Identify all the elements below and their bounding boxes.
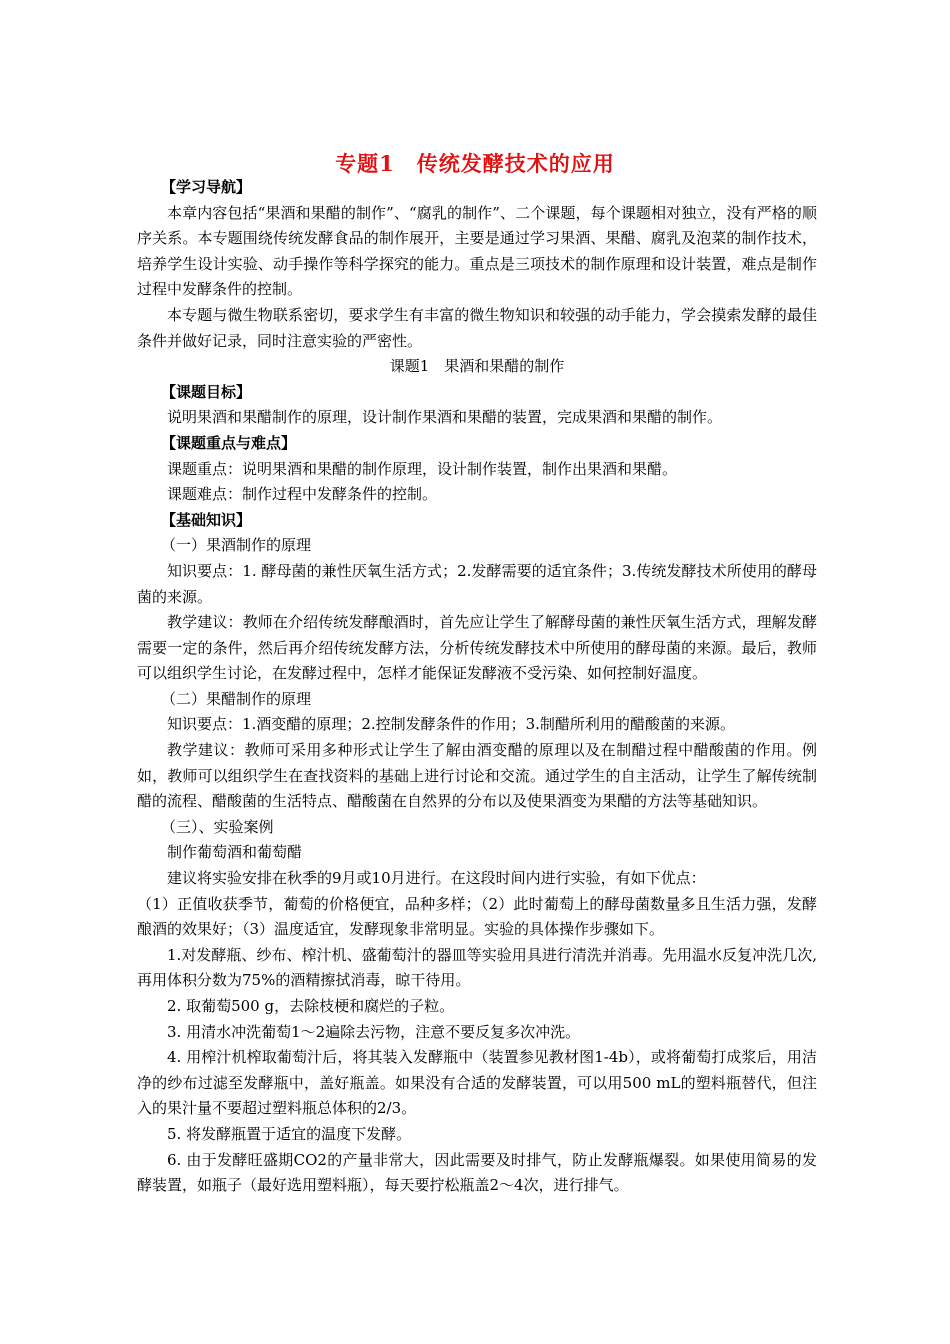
section-heading-nav: 【学习导航】	[161, 178, 252, 196]
paragraph-goal: 说明果酒和果醋制作的原理，设计制作果酒和果醋的装置，完成果酒和果醋的制作。	[167, 408, 723, 427]
section-heading-key: 【课题重点与难点】	[161, 433, 297, 452]
paragraph-difficult-point: 课题难点：制作过程中发酵条件的控制。	[167, 485, 438, 504]
paragraph-sec1-advice: 教学建议：教师在介绍传统发酵酿酒时，首先应让学生了解酵母菌的兼性厌氧生活方式，理解发酵需要一定的条件，然后再介绍传统发酵方法，分析传统发酵技术中所使用的酵母菌的来源。最后，教师可以组织学生讨论，在发酵过程中，怎样才能保证发酵液不受污染、如何控制好温度。	[137, 613, 817, 683]
page-title: 专题1 传统发酵技术的应用	[335, 151, 615, 176]
paragraph-sec2-advice: 教学建议：教师可采用多种形式让学生了解由酒变醋的原理以及在制醋过程中醋酸菌的作用。例如，教师可以组织学生在查找资料的基础上进行讨论和交流。通过学生的自主活动，让学生了解传统制醋的流程、醋酸菌的生活特点、醋酸菌在自然界的分布以及使果酒变为果醋的方法等基础知识。	[137, 741, 817, 811]
case-title: 制作葡萄酒和葡萄醋	[167, 843, 303, 862]
paragraph-step-5: 5. 将发酵瓶置于适宜的温度下发酵。	[167, 1124, 412, 1143]
section-heading-goal: 【课题目标】	[161, 382, 252, 401]
paragraph-step-2: 2. 取葡萄500 g，去除枝梗和腐烂的子粒。	[167, 997, 455, 1015]
document-body	[137, 175, 817, 1199]
subsection-title-1: （一）果酒制作的原理	[161, 536, 312, 555]
paragraph-step-3: 3. 用清水冲洗葡萄1～2遍除去污物，注意不要反复多次冲洗。	[167, 1022, 581, 1041]
paragraph-step-4: 4. 用榨汁机榨取葡萄汁后，将其装入发酵瓶中（装置参见教材图1-4b），或将葡萄打成浆后，用洁净的纱布过滤至发酵瓶中，盖好瓶盖。如果没有合适的发酵装置，可以用500 mL的塑料瓶替代，但注入的果汁量不要超过塑料瓶总体积的2/3。	[137, 1048, 817, 1118]
subsection-title-3: （三）、实验案例	[161, 817, 274, 836]
paragraph-case-intro-1: 建议将实验安排在秋季的9月或10月进行。在这段时间内进行实验，有如下优点：	[167, 869, 706, 888]
lesson-title: 课题1 果酒和果醋的制作	[389, 357, 565, 376]
paragraph-case-intro-2: （1）正值收获季节，葡萄的价格便宜，品种多样；（2）此时葡萄上的酵母菌数量多且生活力强，发酵酿酒的效果好；（3）温度适宜，发酵现象非常明显。实验的具体操作步骤如下。	[137, 894, 817, 939]
paragraph-nav-2: 本专题与微生物联系密切，要求学生有丰富的微生物知识和较强的动手能力，学会摸索发酵的最佳条件并做好记录，同时注意实验的严密性。	[137, 305, 817, 350]
paragraph-sec1-knowledge: 知识要点：1. 酵母菌的兼性厌氧生活方式；2.发酵需要的适宜条件；3.传统发酵技术所使用的酵母菌的来源。	[137, 561, 817, 606]
paragraph-nav-1: 本章内容包括“果酒和果醋的制作”、“腐乳的制作”、二个课题，每个课题相对独立，没有严格的顺序关系。本专题围绕传统发酵食品的制作展开，主要是通过学习果酒、果醋、腐乳及泡菜的制作技术，培养学生设计实验、动手操作等科学探究的能力。重点是三项技术的制作原理和设计装置，难点是制作过程中发酵条件的控制。	[137, 203, 817, 299]
paragraph-step-6: 6. 由于发酵旺盛期CO2的产量非常大，因此需要及时排气，防止发酵瓶爆裂。如果使用简易的发酵装置，如瓶子（最好选用塑料瓶），每天要拧松瓶盖2～4次，进行排气。	[137, 1150, 817, 1195]
paragraph-step-1: 1.对发酵瓶、纱布、榨汁机、盛葡萄汁的器皿等实验用具进行清洗并消毒。先用温水反复冲洗几次,再用体积分数为75%的酒精擦拭消毒，晾干待用。	[137, 945, 817, 990]
paragraph-key-point: 课题重点：说明果酒和果醋的制作原理，设计制作装置，制作出果酒和果醋。	[167, 459, 678, 478]
section-heading-basic: 【基础知识】	[161, 510, 252, 529]
subsection-title-2: （二）果醋制作的原理	[161, 689, 312, 708]
paragraph-sec2-knowledge: 知识要点：1.酒变醋的原理；2.控制发酵条件的作用；3.制醋所利用的醋酸菌的来源。	[167, 715, 735, 734]
